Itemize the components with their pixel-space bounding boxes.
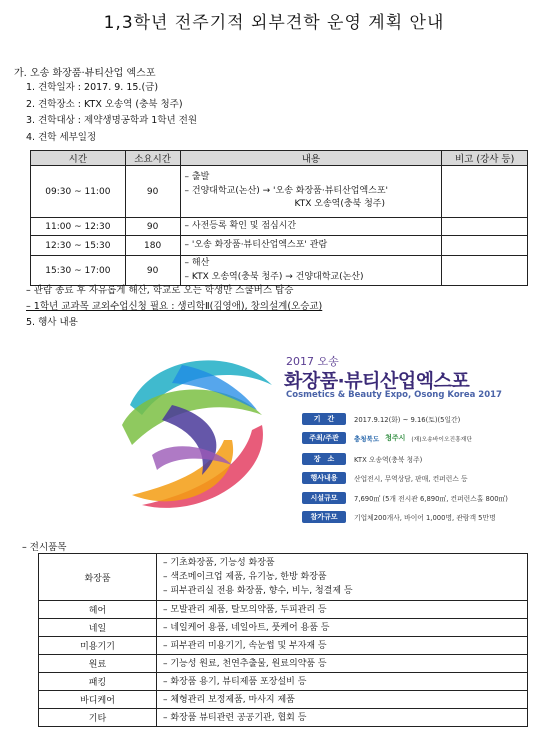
poster-info-row	[302, 472, 468, 484]
description-cell: – 화장품 뷰티관련 공공기관, 협회 등	[157, 709, 528, 727]
content-line: – KTX 오송역(충북 청주) → 건양대학교(논산)	[184, 271, 364, 282]
category-cell: 기타	[39, 709, 157, 727]
note-text: – 1학년 교과목 교외수업신청 필요 : 생리학Ⅱ(김영애), 창의설계(오승교)	[26, 301, 323, 312]
section-heading: 가. 오송 화장품·뷰티산업 엑스포	[14, 68, 156, 79]
list-item: 1. 견학일자 : 2017. 9. 15.(금)	[26, 82, 159, 93]
duration-cell: 180	[125, 236, 180, 256]
table-row	[31, 218, 528, 236]
poster-info-row	[302, 413, 460, 425]
table-row	[39, 655, 528, 673]
note-text: – 관람 종료 후 자유롭게 해산, 학교로 오는 학생만 스쿨버스 탑승	[26, 285, 294, 296]
table-row	[39, 554, 528, 601]
content-cell	[180, 218, 442, 236]
table-row	[39, 691, 528, 709]
time-cell: 12:30 ~ 15:30	[31, 236, 126, 256]
poster-label: 행사내용	[302, 472, 346, 484]
poster-value: 기업체200개사, 바이어 1,000명, 관람객 5만명	[354, 514, 496, 522]
poster-label: 장 소	[302, 453, 346, 465]
schedule-table	[30, 150, 528, 286]
description-cell: – 화장품 용기, 뷰티제품 포장설비 등	[157, 673, 528, 691]
duration-cell: 90	[125, 166, 180, 218]
poster-year: 2017 오송	[286, 355, 339, 368]
poster-title: 화장품·뷰티산업엑스포	[284, 370, 470, 392]
poster-value: 7,690㎡ (5개 전시관 6,890㎡, 컨퍼런스홀 800㎡)	[354, 495, 508, 503]
list-item: 2. 견학장소 : KTX 오송역 (충북 청주)	[26, 98, 183, 110]
description-cell: – 피부관리 미용기기, 속눈썹 및 부자재 등	[157, 637, 528, 655]
table-row	[39, 601, 528, 619]
description-cell: – 기능성 원료, 천연추출물, 원료의약품 등	[157, 655, 528, 673]
notes	[26, 283, 322, 331]
description-line: – 피부관리실 전용 화장품, 향수, 비누, 청결제 등	[163, 586, 353, 596]
content-cell	[180, 236, 442, 256]
exhibit-table	[38, 553, 528, 727]
description-cell: – 모발관리 제품, 탈모의약품, 두피관리 등	[157, 601, 528, 619]
description-cell: – 네일케어 용품, 네일아트, 풋케어 용품 등	[157, 619, 528, 637]
duration-cell: 90	[125, 256, 180, 286]
table-row	[31, 256, 528, 286]
content-line: KTX 오송역(충북 청주)	[294, 199, 386, 210]
list-item: 3. 견학대상 : 제약생명공학과 1학년 전원	[26, 115, 198, 126]
category-cell: 원료	[39, 655, 157, 673]
time-cell: 11:00 ~ 12:30	[31, 218, 126, 236]
duration-cell: 90	[125, 218, 180, 236]
table-row	[39, 673, 528, 691]
poster-label: 시설규모	[302, 492, 346, 504]
description-cell: – 체형관리 보정제품, 마사지 제품	[157, 691, 528, 709]
content-line: – 건양대학교(논산) → '오송 화장품·뷰티산업엑스포'	[184, 185, 389, 196]
column-header: 소요시간	[125, 151, 180, 166]
category-cell: 패킹	[39, 673, 157, 691]
content-line: – 사전등록 확인 및 점심시간	[184, 220, 297, 231]
poster-info-row	[302, 492, 508, 504]
note-cell	[442, 236, 528, 256]
poster-info-row	[302, 432, 472, 444]
table-header-row	[31, 151, 528, 166]
column-header: 비고 (강사 등)	[442, 151, 528, 166]
table-row	[31, 166, 528, 218]
poster-value: 2017.9.12(화) ~ 9.16(토)(5일간)	[354, 416, 461, 424]
content-cell	[180, 256, 442, 286]
category-cell: 바디케어	[39, 691, 157, 709]
poster-label: 참가규모	[302, 511, 346, 523]
time-cell: 15:30 ~ 17:00	[31, 256, 126, 286]
list-item: 4. 견학 세부일정	[26, 131, 97, 143]
category-cell: 네일	[39, 619, 157, 637]
poster-info-row	[302, 453, 422, 465]
subsection-heading: 5. 행사 내용	[26, 317, 78, 328]
exhibit-heading: – 전시품목	[22, 542, 67, 553]
cheongju-logo: 청주시	[385, 434, 406, 442]
description-line: – 기초화장품, 기능성 화장품	[163, 558, 275, 568]
column-header: 내용	[180, 151, 442, 166]
column-header: 시간	[31, 151, 126, 166]
table-row	[39, 637, 528, 655]
overview-list	[26, 80, 197, 146]
table-row	[31, 236, 528, 256]
expo-poster	[112, 345, 514, 527]
table-row	[39, 619, 528, 637]
content-line: – 출발	[184, 172, 210, 183]
description-line: – 색조메이크업 제품, 유기농, 한방 화장품	[163, 572, 327, 582]
page-title: 1,3학년 전주기적 외부견학 운영 계획 안내	[103, 13, 445, 33]
note-cell	[442, 218, 528, 236]
poster-info-row	[302, 511, 496, 523]
poster-subtitle: Cosmetics & Beauty Expo, Osong Korea 2017	[286, 390, 502, 400]
poster-label: 주최/주관	[302, 432, 346, 444]
poster-value: 산업전시, 무역상담, 판매, 컨퍼런스 등	[354, 475, 468, 483]
note-cell	[442, 166, 528, 218]
poster-label: 기 간	[302, 413, 346, 425]
time-cell: 09:30 ~ 11:00	[31, 166, 126, 218]
expo-swirl-logo	[112, 345, 282, 527]
chungbuk-logo: 충청북도	[354, 434, 380, 443]
content-line: – 해산	[184, 258, 210, 268]
table-row	[39, 709, 528, 727]
osong-foundation-logo: (재)오송바이오진흥재단	[411, 436, 472, 443]
category-cell: 헤어	[39, 601, 157, 619]
content-cell	[180, 166, 442, 218]
note-cell	[442, 256, 528, 286]
category-cell: 미용기기	[39, 637, 157, 655]
poster-value: KTX 오송역(충북 청주)	[354, 456, 423, 464]
content-line: – '오송 화장품·뷰티산업엑스포' 관람	[184, 239, 328, 250]
category-cell: 화장품	[39, 554, 157, 601]
description-cell	[157, 554, 528, 601]
